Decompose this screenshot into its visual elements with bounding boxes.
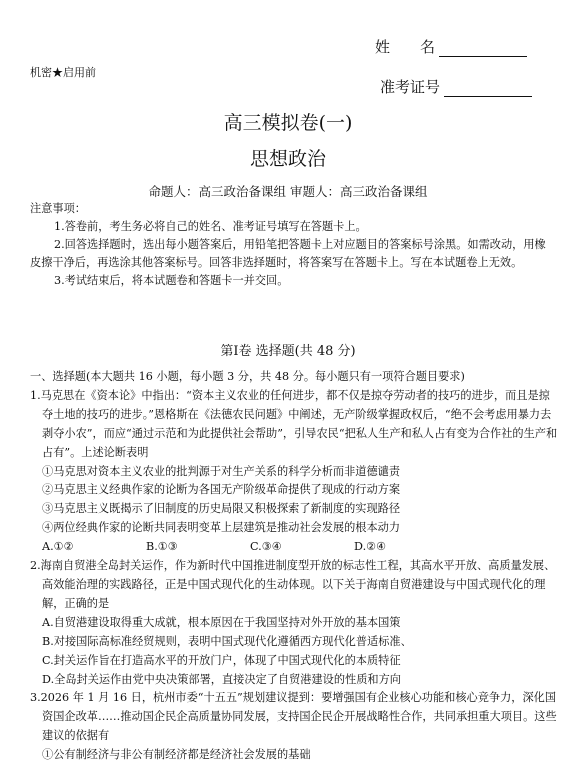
subject-title: 思想政治 bbox=[249, 148, 326, 170]
choice-d: D.②④ bbox=[354, 540, 387, 554]
note-item: 3.考试结束后，将本试题卷和答题卡一并交回。 bbox=[54, 274, 289, 287]
notes bbox=[30, 200, 550, 290]
statement-option: ①公有制经济与非公有制经济都是经济社会发展的基础 bbox=[42, 748, 311, 762]
statement-option: ②马克思主义经典作家的论断为各国无产阶级革命提供了现成的行动方案 bbox=[42, 483, 401, 497]
choice-c: C.③④ bbox=[250, 540, 282, 554]
name-label: 姓 名 bbox=[375, 38, 436, 56]
question-stem: 2.海南自贸港全岛封关运作，作为新时代中国推进制度型开放的标志性工程，其高水平开放、高质量发展、高效能治理的实践路径，正是中国式现代化的生动体现。以下关于海南自贸港建设与中国式现代化的理解，正确的是 bbox=[30, 559, 556, 610]
question-stem: 3.2026 年 1 月 16 日，杭州市委“十五五”规划建议提到：要增强国有企业核心功能和核心竞争力，深化国资国企改革……推动国企民企高质量协同发展，支持国企民企开展战略性合作，共同承担重大项目。这些建议的依据有 bbox=[30, 691, 557, 743]
note-item: 2.回答选择题时，选出每小题答案后，用铅笔把答题卡上对应题目的答案标号涂黑。如需改动，用橡皮擦干净后，再选涂其他答案标号。回答非选择题时，将答案写在答题卡上。写在本试题卷上无效。 bbox=[30, 238, 546, 269]
note-item: 1.答卷前，考生务必将自己的姓名、准考证号填写在答题卡上。 bbox=[54, 220, 367, 233]
question-stem: 1.马克思在《资本论》中指出：“资本主义农业的任何进步，都不仅是掠夺劳动者的技巧的进步，而且是掠夺土地的技巧的进步。”恩格斯在《法德农民问题》中阐述，无产阶级掌握政权后，“绝不会考虑用暴力去剥夺小农”，而应“通过示范和为此提供社会帮助”，引导农民“把私人生产和私人占有变为合作社的生产和占有”。上述论断表明 bbox=[30, 388, 558, 459]
answer-option: D.全岛封关运作由党中央决策部署，直接决定了自贸港建设的性质和方向 bbox=[42, 672, 401, 686]
authors-line: 命题人：高三政治备课组 审题人：高三政治备课组 bbox=[148, 184, 428, 199]
answer-option: B.对接国际高标准经贸规则，表明中国式现代化遵循西方现代化普适标准、 bbox=[42, 634, 412, 648]
questions bbox=[30, 368, 560, 765]
notes-heading: 注意事项： bbox=[30, 202, 86, 215]
exam-number-label: 准考证号 bbox=[380, 78, 441, 96]
section-title: 第Ⅰ卷 选择题(共 48 分) bbox=[220, 344, 356, 359]
name-blank bbox=[439, 40, 527, 57]
statement-option: ④两位经典作家的论断共同表明变革上层建筑是推动社会发展的根本动力 bbox=[42, 521, 401, 535]
answer-option: C.封关运作旨在打造高水平的开放门户，体现了中国式现代化的本质特征 bbox=[42, 653, 401, 667]
section-instruction: 一、选择题(本大题共 16 小题，每小题 3 分，共 48 分。每小题只有一项符合题目要求) bbox=[30, 370, 465, 383]
choice-b: B.①③ bbox=[146, 540, 178, 554]
answer-option: A.自贸港建设取得重大成就，根本原因在于我国坚持对外开放的基本国策 bbox=[42, 615, 401, 629]
secret-label: 机密★启用前 bbox=[30, 66, 96, 79]
exam-title: 高三模拟卷(一) bbox=[223, 112, 353, 134]
answer-choices bbox=[30, 538, 560, 557]
statement-option: ③马克思主义既揭示了旧制度的历史局限又积极探索了新制度的实现路径 bbox=[42, 502, 401, 516]
choice-a: A.①② bbox=[42, 540, 74, 554]
exam-number-field bbox=[380, 76, 532, 97]
statement-option: ①马克思对资本主义农业的批判源于对生产关系的科学分析而非道德谴责 bbox=[42, 464, 401, 478]
name-field bbox=[375, 36, 527, 57]
exam-number-blank bbox=[444, 80, 532, 97]
